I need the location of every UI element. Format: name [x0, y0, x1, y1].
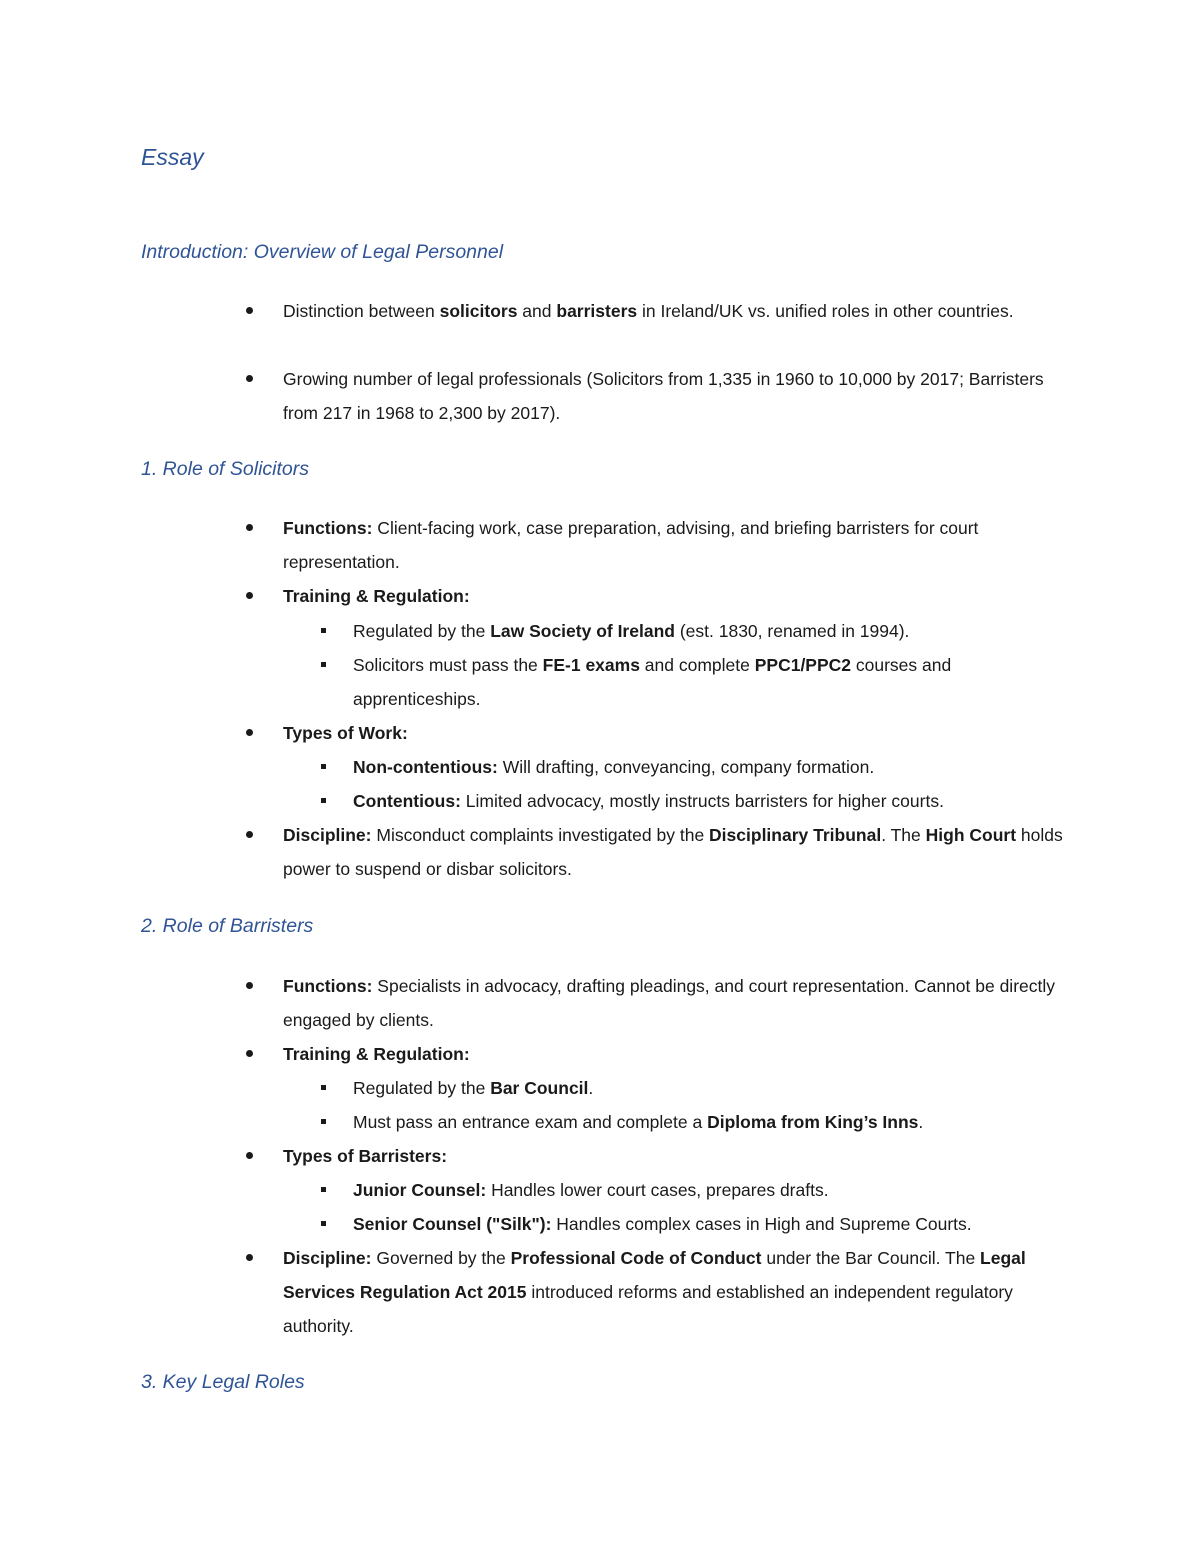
- list-item: [283, 818, 1073, 886]
- text: Growing number of legal professionals (Solicitors from 1,335 in 1960 to 10,000 by 2017; Barristers from 217 in 1968 to 2,300 by 2017).: [283, 369, 1044, 423]
- text: Regulated by the: [353, 1078, 491, 1098]
- bold-term: PPC1/PPC2: [754, 655, 852, 675]
- sub-list-item: [353, 1071, 1073, 1105]
- section-heading-introduction: Introduction: Overview of Legal Personnel: [141, 241, 504, 263]
- text: Governed by the: [371, 1248, 511, 1268]
- bold-term: Contentious:: [353, 791, 461, 811]
- list-item: [283, 511, 1073, 579]
- bold-term: Diploma from King’s Inns: [707, 1112, 919, 1132]
- sub-list-item: [353, 750, 1073, 784]
- list-item: [283, 294, 1073, 328]
- text: in Ireland/UK vs. unified roles in other countries.: [637, 301, 1014, 321]
- bold-term: Discipline:: [283, 825, 372, 845]
- text: Must pass an entrance exam and complete a: [353, 1112, 708, 1132]
- text: Regulated by the: [353, 621, 491, 641]
- bold-term: Law Society of Ireland: [490, 621, 675, 641]
- text: Will drafting, conveyancing, company formation.: [497, 757, 875, 777]
- sub-list-item: [353, 1105, 1073, 1139]
- bold-term: Training & Regulation:: [283, 586, 470, 606]
- sub-list-item: [353, 614, 1073, 648]
- bold-term: Training & Regulation:: [283, 1044, 470, 1064]
- text: Misconduct complaints investigated by the: [371, 825, 710, 845]
- text: under the Bar Council. The: [761, 1248, 981, 1268]
- bold-term: High Court: [925, 825, 1017, 845]
- section-heading-key-legal-roles: 3. Key Legal Roles: [141, 1371, 305, 1393]
- bold-term: Types of Work:: [283, 723, 408, 743]
- text: holds power to suspend or disbar solicitors.: [283, 825, 1063, 879]
- text: Client-facing work, case preparation, advising, and briefing barristers for court representation.: [283, 518, 979, 572]
- sub-list-item: [353, 648, 1073, 716]
- text: Handles lower court cases, prepares drafts.: [486, 1180, 829, 1200]
- bold-term: FE-1 exams: [542, 655, 640, 675]
- bold-term: barristers: [556, 301, 638, 321]
- text: Limited advocacy, mostly instructs barristers for higher courts.: [460, 791, 944, 811]
- section-heading-solicitors: 1. Role of Solicitors: [141, 458, 309, 480]
- text: . The: [881, 825, 926, 845]
- bold-term: Functions:: [283, 518, 373, 538]
- text: (est. 1830, renamed in 1994).: [674, 621, 910, 641]
- bold-term: Functions:: [283, 976, 373, 996]
- bold-term: Bar Council: [490, 1078, 589, 1098]
- bold-term: Discipline:: [283, 1248, 372, 1268]
- section-heading-barristers: 2. Role of Barristers: [141, 915, 314, 937]
- text: courses and apprenticeships.: [353, 655, 952, 709]
- list-item: [283, 716, 1073, 750]
- sub-list-item: [353, 1207, 1073, 1241]
- text: .: [918, 1112, 924, 1132]
- bold-term: Junior Counsel:: [353, 1180, 487, 1200]
- sub-list-item: [353, 1173, 1073, 1207]
- list-item: [283, 969, 1073, 1037]
- text: and: [517, 301, 557, 321]
- text: Solicitors must pass the: [353, 655, 543, 675]
- bold-term: Disciplinary Tribunal: [709, 825, 882, 845]
- text: Handles complex cases in High and Supreme Courts.: [551, 1214, 972, 1234]
- text: and complete: [639, 655, 755, 675]
- text: Distinction between: [283, 301, 440, 321]
- text: .: [588, 1078, 594, 1098]
- text: introduced reforms and established an independent regulatory authority.: [283, 1282, 1013, 1336]
- text: Specialists in advocacy, drafting pleadings, and court representation. Cannot be directly engaged by clients.: [283, 976, 1056, 1030]
- bold-term: solicitors: [439, 301, 518, 321]
- document-title: Essay: [141, 144, 204, 170]
- bold-term: Senior Counsel ("Silk"):: [353, 1214, 552, 1234]
- list-item: [283, 1139, 1073, 1173]
- bold-term: Non-contentious:: [353, 757, 498, 777]
- bold-term: Legal Services Regulation Act 2015: [283, 1248, 1026, 1302]
- list-item: [283, 579, 1073, 613]
- bold-term: Types of Barristers:: [283, 1146, 448, 1166]
- list-item: [283, 1037, 1073, 1071]
- list-item: [283, 362, 1073, 430]
- sub-list-item: [353, 784, 1073, 818]
- list-item: [283, 1241, 1073, 1343]
- bold-term: Professional Code of Conduct: [510, 1248, 762, 1268]
